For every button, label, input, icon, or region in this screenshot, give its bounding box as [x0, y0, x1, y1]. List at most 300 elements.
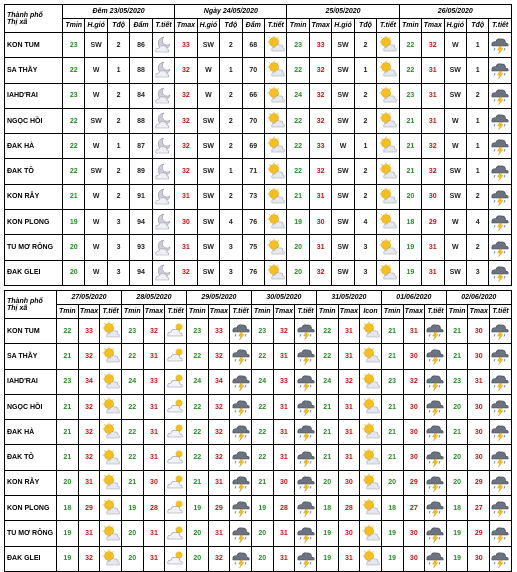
tmax-cell: 31 — [78, 521, 100, 546]
city-name: KON RẪY — [5, 470, 57, 495]
weather-cell — [165, 521, 187, 546]
column-header: H.gió — [197, 19, 219, 33]
tmax-cell: 30 — [403, 420, 425, 445]
value-cell: SW — [444, 260, 466, 285]
value-cell: 24 — [287, 83, 309, 108]
value-cell: SW — [332, 235, 354, 260]
value-cell: 70 — [242, 108, 264, 133]
value-cell: SW — [444, 58, 466, 83]
tmin-cell: 21 — [251, 470, 273, 495]
weather-cell — [360, 394, 382, 419]
thunderstorm-icon — [490, 448, 510, 468]
tmax-cell: 32 — [273, 319, 295, 344]
tmin-cell: 23 — [186, 319, 208, 344]
weather-cell — [489, 33, 511, 58]
sunny-cloudy-icon — [361, 397, 381, 417]
weather-cell — [360, 420, 382, 445]
weather-cell — [490, 521, 512, 546]
value-cell: SW — [332, 260, 354, 285]
weather-cell — [489, 83, 511, 108]
weather-cell — [377, 260, 399, 285]
weather-cell — [100, 319, 122, 344]
weather-cell — [264, 184, 286, 209]
column-header: Tmin — [399, 19, 421, 33]
tmax-cell: 32 — [78, 344, 100, 369]
value-cell: 3 — [220, 260, 242, 285]
tmax-cell: 30 — [468, 344, 490, 369]
tmax-cell: 32 — [208, 394, 230, 419]
column-header: Tmax — [208, 305, 230, 319]
thunderstorm-icon — [490, 524, 510, 544]
column-header: Tđộ — [354, 19, 376, 33]
city-name: ĐAK GLEI — [5, 260, 63, 285]
city-name: IAHD'RAI — [5, 369, 57, 394]
value-cell: 23 — [287, 33, 309, 58]
column-header: T.tiết — [377, 19, 399, 33]
column-header: T.tiết — [264, 19, 286, 33]
tmin-cell: 21 — [381, 319, 403, 344]
tmin-cell: 24 — [186, 369, 208, 394]
column-header: Tđộ — [466, 19, 488, 33]
thunderstorm-icon — [425, 346, 445, 366]
thunderstorm-icon — [231, 498, 251, 518]
tmin-cell: 18 — [446, 496, 468, 521]
sunny-cloudy-icon — [266, 263, 286, 283]
table-row — [5, 33, 512, 58]
sunny-cloudy-icon — [266, 187, 286, 207]
tmax-cell: 28 — [143, 496, 165, 521]
tmin-cell: 21 — [121, 470, 143, 495]
tmax-cell: 32 — [143, 319, 165, 344]
weather-cell — [264, 108, 286, 133]
weather-cell — [425, 344, 447, 369]
value-cell: 22 — [287, 159, 309, 184]
night-cloudy-icon — [153, 60, 173, 80]
city-name: TU MƠ RÔNG — [5, 235, 63, 260]
column-header: Tmax — [175, 19, 197, 33]
value-cell: 1 — [220, 159, 242, 184]
value-cell: 70 — [242, 58, 264, 83]
value-cell: SW — [197, 33, 219, 58]
weather-cell — [360, 344, 382, 369]
value-cell: 21 — [63, 184, 85, 209]
night-cloudy-icon — [153, 162, 173, 182]
tmin-cell: 23 — [446, 369, 468, 394]
weather-cell — [100, 369, 122, 394]
value-cell: 20 — [287, 235, 309, 260]
value-cell: 32 — [175, 134, 197, 159]
value-cell: 20 — [63, 260, 85, 285]
tmin-cell: 22 — [121, 344, 143, 369]
tmax-cell: 31 — [338, 420, 360, 445]
tmin-cell: 19 — [316, 546, 338, 571]
value-cell: 3 — [107, 210, 129, 235]
weather-cell — [230, 445, 252, 470]
thunderstorm-icon — [425, 524, 445, 544]
city-header — [5, 291, 57, 319]
value-cell: 4 — [220, 210, 242, 235]
city-name: ĐAK HÀ — [5, 134, 63, 159]
value-cell: 23 — [63, 33, 85, 58]
partly-cloudy-icon — [166, 372, 186, 392]
value-cell: 22 — [63, 159, 85, 184]
thunderstorm-icon — [490, 136, 510, 156]
value-cell: 31 — [422, 235, 444, 260]
tmin-cell: 20 — [381, 470, 403, 495]
value-cell: SW — [197, 235, 219, 260]
value-cell: 1 — [466, 159, 488, 184]
value-cell: 32 — [422, 134, 444, 159]
tmin-cell: 21 — [57, 394, 79, 419]
tmin-cell: 20 — [121, 521, 143, 546]
weather-cell — [152, 210, 174, 235]
weather-cell — [165, 369, 187, 394]
column-header: Tmin — [186, 305, 208, 319]
thunderstorm-icon — [296, 498, 316, 518]
tmax-cell: 28 — [273, 496, 295, 521]
value-cell: 2 — [107, 83, 129, 108]
partly-cloudy-icon — [166, 473, 186, 493]
weather-cell — [165, 394, 187, 419]
column-header: T.tiết — [295, 305, 317, 319]
tmin-cell: 22 — [316, 319, 338, 344]
weather-cell — [100, 445, 122, 470]
weather-cell — [152, 33, 174, 58]
thunderstorm-icon — [490, 346, 510, 366]
thunderstorm-icon — [296, 549, 316, 569]
sunny-cloudy-icon — [101, 549, 121, 569]
column-header: Đẩm — [130, 19, 152, 33]
weather-cell — [360, 319, 382, 344]
weather-cell — [264, 235, 286, 260]
weather-cell — [295, 496, 317, 521]
weather-cell — [489, 108, 511, 133]
tmax-cell: 30 — [468, 546, 490, 571]
weather-cell — [490, 369, 512, 394]
value-cell: 2 — [220, 108, 242, 133]
night-cloudy-icon — [153, 187, 173, 207]
value-cell: 4 — [354, 210, 376, 235]
weather-cell — [152, 134, 174, 159]
tmax-cell: 31 — [208, 521, 230, 546]
tmax-cell: 31 — [78, 470, 100, 495]
value-cell: W — [85, 235, 107, 260]
weather-cell — [230, 546, 252, 571]
value-cell: 1 — [220, 58, 242, 83]
weather-cell — [360, 470, 382, 495]
value-cell: 2 — [220, 184, 242, 209]
value-cell: SW — [85, 108, 107, 133]
tmin-cell: 24 — [316, 369, 338, 394]
value-cell: W — [444, 235, 466, 260]
city-name: KON RẪY — [5, 184, 63, 209]
weather-cell — [490, 420, 512, 445]
table-row — [5, 260, 512, 285]
weather-cell — [490, 445, 512, 470]
thunderstorm-icon — [231, 321, 251, 341]
weather-cell — [264, 33, 286, 58]
value-cell: 91 — [130, 184, 152, 209]
value-cell: 3 — [220, 235, 242, 260]
thunderstorm-icon — [231, 448, 251, 468]
tmin-cell: 21 — [57, 344, 79, 369]
city-header-line2: Thị xã — [7, 304, 28, 312]
value-cell: 33 — [175, 33, 197, 58]
value-cell: 20 — [399, 184, 421, 209]
sunny-cloudy-icon — [101, 346, 121, 366]
value-cell: 2 — [466, 184, 488, 209]
weather-cell — [152, 260, 174, 285]
tmax-cell: 30 — [338, 521, 360, 546]
day-title: 25/05/2020 — [287, 5, 399, 19]
weather-cell — [377, 210, 399, 235]
tmax-cell: 31 — [468, 369, 490, 394]
weather-cell — [295, 445, 317, 470]
value-cell: 22 — [63, 108, 85, 133]
value-cell: W — [85, 184, 107, 209]
value-cell: 3 — [466, 260, 488, 285]
weather-cell — [230, 420, 252, 445]
table-row — [5, 319, 512, 344]
weather-cell — [100, 470, 122, 495]
tmin-cell: 21 — [316, 394, 338, 419]
night-cloudy-icon — [153, 35, 173, 55]
value-cell: 2 — [107, 184, 129, 209]
tmin-cell: 21 — [186, 470, 208, 495]
sunny-cloudy-icon — [361, 372, 381, 392]
value-cell: SW — [332, 83, 354, 108]
table-row — [5, 546, 512, 571]
weather-cell — [152, 108, 174, 133]
day-title: 29/05/2020 — [186, 291, 251, 305]
weather-cell — [489, 159, 511, 184]
value-cell: W — [332, 134, 354, 159]
tmax-cell: 32 — [208, 344, 230, 369]
sunny-cloudy-icon — [101, 372, 121, 392]
weather-cell — [377, 159, 399, 184]
value-cell: 3 — [107, 260, 129, 285]
sunny-cloudy-icon — [266, 86, 286, 106]
tmax-cell: 31 — [143, 521, 165, 546]
tmin-cell: 21 — [446, 319, 468, 344]
value-cell: 2 — [220, 33, 242, 58]
tmax-cell: 32 — [78, 445, 100, 470]
day-title: 28/05/2020 — [121, 291, 186, 305]
table-row — [5, 369, 512, 394]
value-cell: SW — [197, 210, 219, 235]
table-row — [5, 210, 512, 235]
tmin-cell: 23 — [251, 319, 273, 344]
city-name: SA THẦY — [5, 344, 57, 369]
tmin-cell: 21 — [381, 420, 403, 445]
thunderstorm-icon — [296, 473, 316, 493]
value-cell: 32 — [422, 159, 444, 184]
column-header: Tmin — [381, 305, 403, 319]
day-title: 02/06/2020 — [446, 291, 511, 305]
value-cell: 21 — [399, 159, 421, 184]
value-cell: 31 — [422, 108, 444, 133]
value-cell: 21 — [399, 134, 421, 159]
tmin-cell: 21 — [381, 394, 403, 419]
tmax-cell: 31 — [338, 344, 360, 369]
value-cell: 30 — [309, 210, 331, 235]
sunny-cloudy-icon — [378, 35, 398, 55]
thunderstorm-icon — [425, 372, 445, 392]
forecast-table-bottom — [4, 290, 512, 572]
column-header: Tđộ — [220, 19, 242, 33]
city-name: KON TUM — [5, 33, 63, 58]
thunderstorm-icon — [490, 212, 510, 232]
value-cell: 22 — [399, 33, 421, 58]
tmin-cell: 20 — [316, 470, 338, 495]
weather-cell — [230, 394, 252, 419]
weather-cell — [100, 394, 122, 419]
tmin-cell: 20 — [57, 470, 79, 495]
value-cell: 2 — [107, 159, 129, 184]
tmin-cell: 21 — [446, 344, 468, 369]
weather-cell — [295, 470, 317, 495]
value-cell: W — [85, 58, 107, 83]
day-title: 31/05/2020 — [316, 291, 381, 305]
weather-cell — [152, 184, 174, 209]
tmax-cell: 28 — [338, 496, 360, 521]
weather-cell — [360, 521, 382, 546]
table-row — [5, 83, 512, 108]
tmax-cell: 33 — [208, 319, 230, 344]
column-header: Tmax — [422, 19, 444, 33]
weather-cell — [230, 521, 252, 546]
value-cell: SW — [332, 184, 354, 209]
tmax-cell: 31 — [143, 344, 165, 369]
weather-cell — [425, 496, 447, 521]
value-cell: 1 — [466, 33, 488, 58]
value-cell: W — [444, 134, 466, 159]
table-row — [5, 159, 512, 184]
weather-cell — [425, 319, 447, 344]
tmax-cell: 32 — [78, 394, 100, 419]
weather-cell — [377, 83, 399, 108]
tmax-cell: 32 — [78, 420, 100, 445]
value-cell: W — [197, 83, 219, 108]
weather-cell — [165, 420, 187, 445]
value-cell: 2 — [220, 83, 242, 108]
tmax-cell: 31 — [208, 470, 230, 495]
city-name: TU MƠ RÔNG — [5, 521, 57, 546]
tmax-cell: 31 — [403, 319, 425, 344]
value-cell: 88 — [130, 58, 152, 83]
table-row — [5, 521, 512, 546]
column-header: Tmax — [468, 305, 490, 319]
column-header: Icon — [360, 305, 382, 319]
thunderstorm-icon — [425, 321, 445, 341]
weather-cell — [490, 496, 512, 521]
weather-cell — [100, 546, 122, 571]
thunderstorm-icon — [490, 321, 510, 341]
tmax-cell: 29 — [468, 521, 490, 546]
value-cell: 1 — [466, 108, 488, 133]
tmin-cell: 22 — [186, 445, 208, 470]
weather-cell — [230, 496, 252, 521]
sunny-cloudy-icon — [266, 238, 286, 258]
value-cell: 88 — [130, 108, 152, 133]
tmax-cell: 31 — [273, 394, 295, 419]
value-cell: 1 — [466, 58, 488, 83]
value-cell: 20 — [63, 235, 85, 260]
column-header: Tđộ — [107, 19, 129, 33]
city-name: KON PLONG — [5, 210, 63, 235]
tmax-cell: 30 — [403, 344, 425, 369]
sunny-cloudy-icon — [361, 524, 381, 544]
sunny-cloudy-icon — [378, 238, 398, 258]
thunderstorm-icon — [425, 498, 445, 518]
value-cell: 19 — [287, 210, 309, 235]
tmax-cell: 33 — [78, 319, 100, 344]
value-cell: 32 — [175, 159, 197, 184]
weather-cell — [264, 83, 286, 108]
city-name: SA THẦY — [5, 58, 63, 83]
value-cell: SW — [197, 134, 219, 159]
column-header: T.tiết — [425, 305, 447, 319]
weather-cell — [489, 210, 511, 235]
weather-cell — [490, 546, 512, 571]
partly-cloudy-icon — [166, 321, 186, 341]
value-cell: 32 — [309, 159, 331, 184]
value-cell: SW — [332, 33, 354, 58]
column-header: Tmax — [309, 19, 331, 33]
value-cell: 32 — [309, 108, 331, 133]
table-row — [5, 470, 512, 495]
sunny-cloudy-icon — [101, 321, 121, 341]
tmax-cell: 30 — [468, 319, 490, 344]
value-cell: 19 — [399, 235, 421, 260]
value-cell: 21 — [399, 108, 421, 133]
thunderstorm-icon — [490, 549, 510, 569]
tmin-cell: 22 — [186, 394, 208, 419]
weather-cell — [230, 344, 252, 369]
tmin-cell: 22 — [121, 445, 143, 470]
value-cell: 2 — [354, 83, 376, 108]
value-cell: W — [85, 210, 107, 235]
night-cloudy-icon — [153, 111, 173, 131]
subheader-row — [5, 19, 512, 33]
value-cell: 1 — [107, 134, 129, 159]
weather-cell — [152, 235, 174, 260]
value-cell: 23 — [63, 83, 85, 108]
thunderstorm-icon — [296, 321, 316, 341]
value-cell: W — [85, 260, 107, 285]
value-cell: 93 — [130, 235, 152, 260]
sunny-cloudy-icon — [266, 212, 286, 232]
column-header: H.gió — [444, 19, 466, 33]
tmax-cell: 30 — [468, 420, 490, 445]
thunderstorm-icon — [231, 524, 251, 544]
weather-cell — [152, 83, 174, 108]
tmin-cell: 22 — [316, 344, 338, 369]
value-cell: 32 — [175, 58, 197, 83]
weather-cell — [425, 546, 447, 571]
thunderstorm-icon — [425, 448, 445, 468]
value-cell: 66 — [242, 83, 264, 108]
value-cell: 84 — [130, 83, 152, 108]
weather-cell — [489, 134, 511, 159]
tmin-cell: 19 — [251, 496, 273, 521]
value-cell: 33 — [309, 134, 331, 159]
thunderstorm-icon — [490, 187, 510, 207]
weather-cell — [377, 184, 399, 209]
tmin-cell: 20 — [251, 546, 273, 571]
thunderstorm-icon — [490, 473, 510, 493]
column-header: H.gió — [85, 19, 107, 33]
